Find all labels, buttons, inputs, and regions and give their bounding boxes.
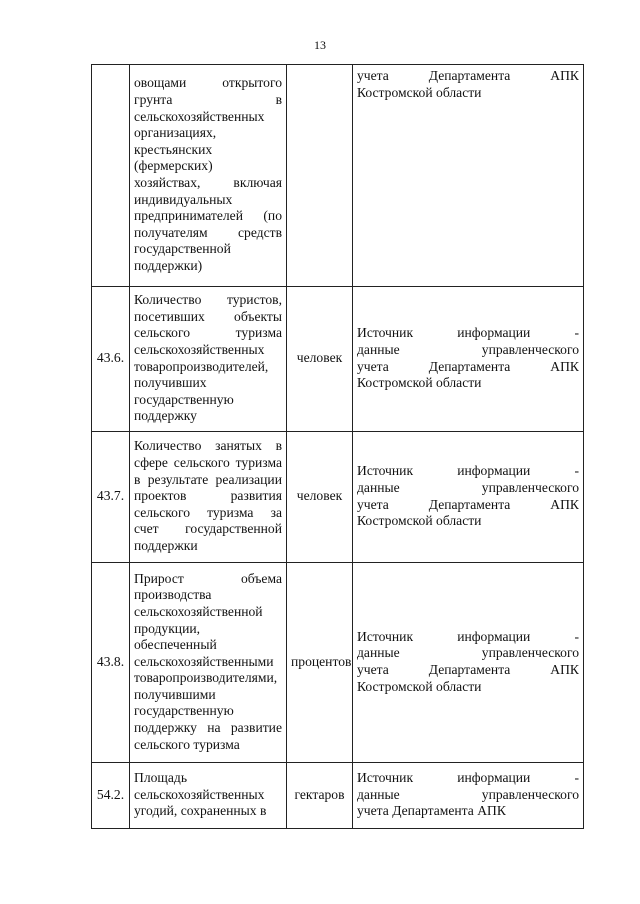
indicator-name [130, 563, 287, 763]
indicator-name-line: Площадь [134, 770, 188, 786]
indicator-name-line: сельского туризма за [134, 504, 282, 520]
unit-of-measure: процентов [287, 563, 353, 763]
data-source-line: данные управленческого [357, 645, 579, 661]
data-source-line: Костромской области [357, 678, 482, 694]
indicator-name-line: сельскохозяйственной [134, 603, 263, 619]
indicator-name-line: получивших [134, 375, 207, 391]
indicator-name-line: государственную [134, 391, 234, 407]
data-source-line: Костромской области [357, 84, 482, 100]
indicator-name-line: сельскохозяйственных [134, 341, 265, 357]
indicator-name-line: Количество туристов, [134, 292, 282, 308]
table-row [92, 65, 584, 287]
indicators-table [91, 64, 584, 829]
data-source [353, 65, 584, 287]
indicator-name-line: сельского туризма [134, 736, 240, 752]
row-number: 54.2. [92, 763, 130, 829]
data-source-line: Костромской области [357, 513, 482, 529]
indicator-name-line: хозяйствах, включая [134, 175, 282, 190]
data-source-line: учета Департамента АПК [357, 803, 506, 819]
data-source-line: Источник информации - [357, 628, 579, 644]
indicators-table-body [92, 65, 584, 829]
indicator-name-line: (фермерских) [134, 158, 213, 174]
indicator-name-line: сельскохозяйственных [134, 786, 265, 802]
data-source-line: данные управленческого [357, 786, 579, 802]
indicator-name-line: сельского туризма [134, 325, 282, 341]
indicator-name-line: в результате реализации [134, 471, 282, 487]
indicator-name-line: сельскохозяйственных [134, 108, 265, 124]
indicator-name-line: обеспеченный [134, 637, 217, 653]
row-number: 43.7. [92, 432, 130, 563]
indicator-name-line: сельскохозяйственными [134, 653, 274, 669]
data-source-line: данные управленческого [357, 479, 579, 495]
data-source-line: Источник информации - [357, 463, 579, 479]
row-number: 43.6. [92, 287, 130, 432]
indicator-name-line: поддержку на развитие [134, 720, 282, 736]
indicator-name-line: получившими [134, 686, 216, 702]
indicator-name [130, 432, 287, 563]
indicator-name [130, 763, 287, 829]
table-row [92, 432, 584, 563]
indicator-name-line: овощами открытого [134, 75, 282, 91]
indicator-name-line: угодий, сохраненных в [134, 803, 267, 819]
indicator-name-line: государственной [134, 241, 231, 257]
data-source [353, 432, 584, 563]
indicator-name [130, 287, 287, 432]
indicator-name-line: индивидуальных [134, 191, 233, 207]
data-source-line: Источник информации - [357, 325, 579, 341]
indicator-name-line: крестьянских [134, 141, 213, 157]
unit-of-measure: гектаров [287, 763, 353, 829]
indicator-name-line: организациях, [134, 125, 217, 141]
data-source-line: Источник информации - [357, 770, 579, 786]
row-number: 43.8. [92, 563, 130, 763]
indicator-name-line: сфере сельского туризма [134, 455, 282, 471]
indicator-name-line: производства [134, 587, 212, 603]
data-source-line: Костромской области [357, 375, 482, 391]
indicator-name-line: грунта в [134, 92, 282, 108]
data-source [353, 563, 584, 763]
indicator-name-line: получателям средств [134, 224, 282, 240]
table-row [92, 287, 584, 432]
data-source-line: учета Департамента АПК [357, 496, 579, 512]
indicator-name-line: товаропроизводителями, [134, 670, 278, 686]
indicator-name-line: продукции, [134, 620, 201, 636]
indicator-name-line: государственную [134, 703, 234, 719]
unit-of-measure: человек [287, 287, 353, 432]
data-source-line: учета Департамента АПК [357, 68, 579, 83]
data-source-line: данные управленческого [357, 341, 579, 357]
indicator-name-line: поддержки [134, 537, 198, 553]
table-row [92, 563, 584, 763]
unit-of-measure: человек [287, 432, 353, 563]
indicator-name [130, 65, 287, 287]
indicator-name-line: счет государственной [134, 521, 282, 537]
page-number: 13 [314, 38, 326, 52]
indicator-name-line: Количество занятых в [134, 438, 282, 454]
data-source [353, 763, 584, 829]
indicator-name-line: проектов развития [134, 488, 282, 504]
indicator-name-line: товаропроизводителей, [134, 358, 269, 374]
row-number [92, 65, 130, 287]
data-source [353, 287, 584, 432]
unit-of-measure [287, 65, 353, 287]
indicator-name-line: посетивших объекты [134, 308, 282, 324]
data-source-line: учета Департамента АПК [357, 662, 579, 677]
indicator-name-line: поддержку [134, 408, 197, 424]
table-row [92, 763, 584, 829]
indicator-name-line: Прирост объема [134, 570, 282, 586]
data-source-line: учета Департамента АПК [357, 358, 579, 374]
indicator-name-line: поддержки) [134, 257, 203, 273]
indicator-name-line: предпринимателей (по [134, 208, 282, 224]
